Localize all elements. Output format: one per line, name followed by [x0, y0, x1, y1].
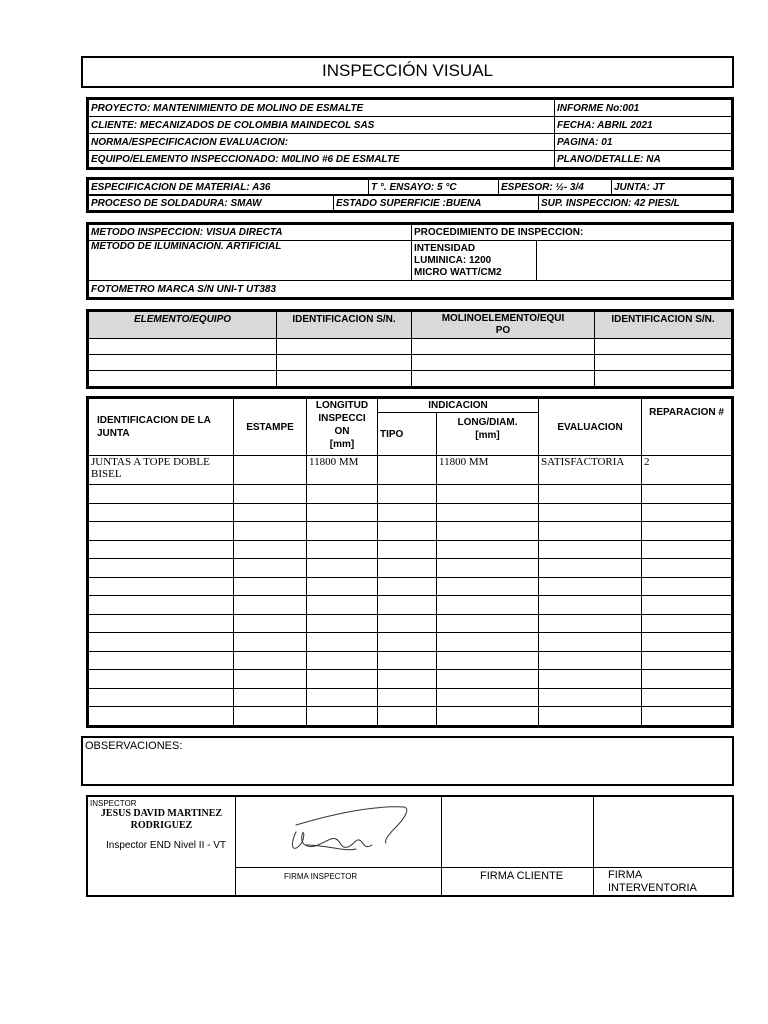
firma-cliente-cell [442, 797, 594, 895]
espesor-cell: ESPESOR: ½- 3/4 [499, 180, 612, 195]
table-row [89, 688, 732, 707]
intensidad-line-1: INTENSIDAD [414, 242, 476, 254]
intensidad-cell [412, 241, 537, 281]
h-estampe: ESTAMPE [234, 399, 307, 456]
table-row [89, 559, 732, 578]
plano-cell: PLANO/DETALLE: NA [555, 151, 732, 168]
inspector-name-line-1: JESUS DAVID MARTINEZ [100, 808, 223, 819]
h-longdiam-line-1: LONG/DIAM. [457, 417, 518, 428]
proyecto-cell: PROYECTO: MANTENIMIENTO DE MOLINO DE ESMALTE [89, 100, 555, 117]
table-row [89, 633, 732, 652]
iluminacion-cell: METODO DE ILUMINACION. ARTIFICIAL [89, 241, 412, 281]
table-row [89, 456, 732, 485]
firma-cliente-divider [442, 867, 593, 868]
h-longitud-line-4: [mm] [329, 439, 355, 450]
fecha-cell: FECHA: ABRIL 2021 [555, 117, 732, 134]
method-table [86, 222, 734, 300]
molino-header-line-2: PO [495, 325, 511, 336]
joint-table [86, 396, 734, 728]
row-longitud: 11800 MM [307, 456, 378, 485]
table-row [89, 614, 732, 633]
h-evaluacion: EVALUACION [539, 399, 642, 456]
procedimiento-cell: PROCEDIMIENTO DE INSPECCION: [412, 225, 732, 241]
h-longitud [307, 399, 378, 456]
firma-interventoria-label-line-2: INTERVENTORIA [608, 882, 697, 894]
sup-cell: SUP. INSPECCION: 42 PIES/L [539, 196, 732, 211]
proceso-cell: PROCESO DE SOLDADURA: SMAW [89, 196, 334, 211]
firma-interventoria-cell [594, 797, 732, 895]
h-longitud-line-2: INSPECCI [318, 413, 366, 424]
inspector-label: INSPECTOR [90, 799, 137, 808]
signature-table [86, 795, 734, 897]
row-ident: JUNTAS A TOPE DOBLE BISEL [89, 456, 234, 485]
especificacion-cell: ESPECIFICACION DE MATERIAL: A36 [89, 180, 369, 195]
firma-inspector-divider [236, 867, 441, 868]
fotometro-cell: FOTOMETRO MARCA S/N UNI-T UT383 [89, 281, 732, 298]
table-row [89, 707, 732, 726]
identificacion-header-2: IDENTIFICACION S/N. [595, 312, 732, 339]
observaciones-box [81, 736, 734, 786]
project-info-table [86, 97, 734, 170]
intensidad-line-3: MICRO WATT/CM2 [414, 266, 502, 278]
inspector-name-line-2: RODRIGUEZ [130, 820, 193, 831]
intensidad-line-2: LUMINICA: 1200 [414, 254, 492, 266]
table-row [89, 503, 732, 522]
norma-cell: NORMA/ESPECIFICACION EVALUACION: [89, 134, 555, 151]
inspector-level: Inspector END Nivel II - VT [106, 840, 227, 851]
table-row [89, 339, 732, 355]
h-ident-line-2: JUNTA [97, 428, 130, 439]
inspector-cell [88, 797, 236, 895]
table-row [89, 485, 732, 504]
junta-cell: JUNTA: JT [612, 180, 732, 195]
estado-cell: ESTADO SUPERFICIE :BUENA [334, 196, 539, 211]
firma-cliente-label: FIRMA CLIENTE [480, 870, 564, 882]
elemento-header: ELEMENTO/EQUIPO [89, 312, 277, 339]
table-row [89, 355, 732, 371]
table-row [89, 371, 732, 387]
informe-cell: INFORME No:001 [555, 100, 732, 117]
equipo-cell: EQUIPO/ELEMENTO INSPECCIONADO: M0LINO #6 DE ESMALTE [89, 151, 555, 168]
identificacion-header-1: IDENTIFICACION S/N. [277, 312, 412, 339]
intensidad-value-cell [537, 241, 732, 281]
table-row [89, 670, 732, 689]
row-evaluacion: SATISFACTORIA [539, 456, 642, 485]
table-row [89, 651, 732, 670]
title-box [81, 56, 734, 88]
observaciones-label: OBSERVACIONES: [85, 740, 183, 752]
molino-header-line-1: MOLINOELEMENTO/EQUI [441, 313, 565, 324]
firma-interventoria-divider [594, 867, 732, 868]
h-ident [89, 399, 234, 456]
h-longdiam-line-2: [mm] [475, 430, 500, 441]
row-tipo [378, 456, 437, 485]
table-row [89, 596, 732, 615]
row-longdiam: 11800 MM [437, 456, 539, 485]
table-row [89, 540, 732, 559]
table-row [89, 522, 732, 541]
metodo-cell: METODO INSPECCION: VISUA DIRECTA [89, 225, 412, 241]
h-ident-line-1: IDENTIFICACION DE LA [97, 415, 211, 426]
equipment-table [86, 309, 734, 389]
h-longitud-line-3: ON [334, 426, 350, 437]
material-table [86, 177, 734, 213]
h-longdiam [437, 413, 539, 456]
temperatura-cell: T °. ENSAYO: 5 °C [369, 180, 499, 195]
firma-inspector-cell [236, 797, 442, 895]
pagina-cell: PAGINA: 01 [555, 134, 732, 151]
h-tipo: TIPO [378, 413, 437, 456]
h-indicacion: INDICACION [378, 399, 539, 413]
h-reparacion: REPARACION # [642, 399, 732, 456]
firma-interventoria-label-line-1: FIRMA [608, 869, 643, 881]
molino-header [412, 312, 595, 339]
cliente-cell: CLIENTE: MECANIZADOS DE COLOMBIA MAINDECOL SAS [89, 117, 555, 134]
table-row [89, 577, 732, 596]
h-longitud-line-1: LONGITUD [315, 400, 369, 411]
firma-inspector-label: FIRMA INSPECTOR [284, 872, 358, 881]
signature-scribble [236, 797, 442, 867]
row-reparacion: 2 [642, 456, 732, 485]
page-title: INSPECCIÓN VISUAL [322, 61, 493, 80]
row-estampe [234, 456, 307, 485]
